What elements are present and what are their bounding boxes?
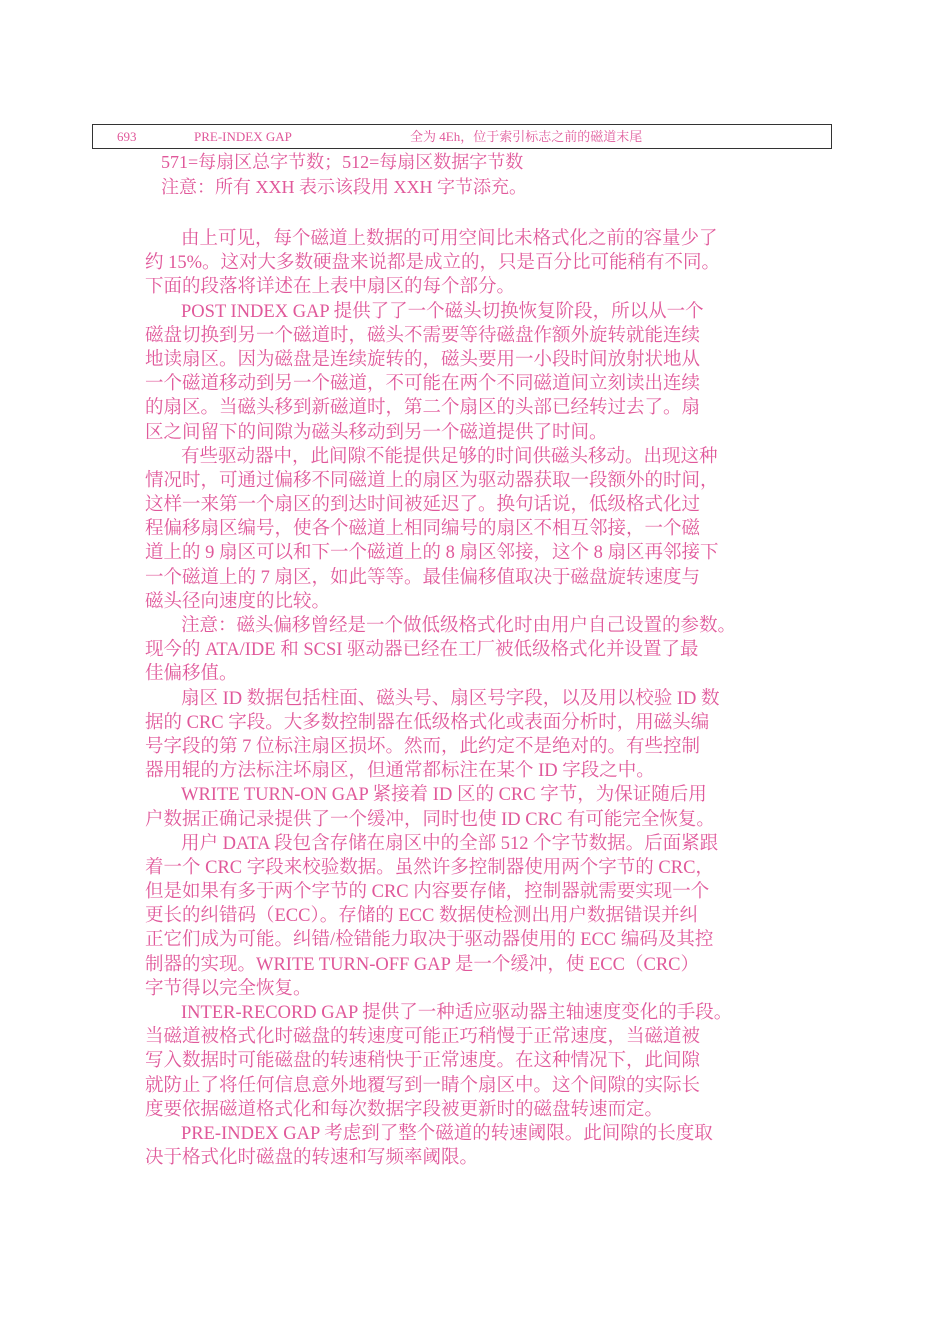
paragraph <box>145 300 813 445</box>
table-row <box>92 124 832 149</box>
paragraph-line: PRE-INDEX GAP 考虑到了整个磁道的转速阈限。此间隙的长度取 <box>181 1123 713 1144</box>
paragraph-line: 程偏移扇区编号，使各个磁道上相同编号的扇区不相互邻接，一个磁 <box>145 519 701 540</box>
paragraph-line: 的扇区。当磁头移到新磁道时，第二个扇区的头部已经转过去了。扇 <box>145 398 701 419</box>
paragraph-line: 字节得以完全恢复。 <box>145 978 312 999</box>
paragraph <box>145 832 813 1001</box>
paragraph-line: 号字段的第 7 位标注扇区损坏。然而，此约定不是绝对的。有些控制 <box>145 736 701 757</box>
paragraph-line: 地读扇区。因为磁盘是连续旋转的，磁头要用一小段时间放射状地从 <box>145 349 701 370</box>
paragraph <box>145 687 813 784</box>
paragraph <box>145 1001 813 1122</box>
note-line: 注意：所有 XXH 表示该段用 XXH 字节添充。 <box>161 177 527 197</box>
paragraph-line: 注意：磁头偏移曾经是一个做低级格式化时由用户自己设置的参数。 <box>181 616 737 636</box>
paragraph-line: 写入数据时可能磁盘的转速稍快于正常速度。在这种情况下，此间隙 <box>145 1051 701 1072</box>
paragraph-line: 一个磁道移动到另一个磁道，不可能在两个不同磁道间立刻读出连续 <box>145 374 701 395</box>
paragraph <box>145 227 813 300</box>
paragraph-line: 这样一来第一个扇区的到达时间被延迟了。换句话说，低级格式化过 <box>145 495 701 516</box>
paragraph <box>145 783 813 831</box>
paragraph-line: 户数据正确记录提供了一个缓冲，同时也使 ID CRC 有可能完全恢复。 <box>145 809 715 830</box>
paragraph-line: 约 15%。这对大多数硬盘来说都是成立的，只是百分比可能稍有不同。 <box>145 253 721 274</box>
table-notes <box>161 150 527 200</box>
paragraph-line: 用户 DATA 段包含存储在扇区中的全部 512 个字节数据。后面紧跟 <box>181 833 719 854</box>
paragraph-line: 正它们成为可能。纠错/检错能力取决于驱动器使用的 ECC 编码及其控 <box>145 930 714 951</box>
paragraph-line: 器用辊的方法标注坏扇区，但通常都标注在某个 ID 字段之中。 <box>145 761 655 782</box>
paragraph-line: 区之间留下的间隙为磁头移动到另一个磁道提供了时间。 <box>145 422 608 443</box>
paragraph-line: 下面的段落将详述在上表中扇区的每个部分。 <box>145 277 516 298</box>
paragraph-line: 据的 CRC 字段。大多数控制器在低级格式化或表面分析时，用磁头编 <box>145 712 710 733</box>
paragraph-line: 情况时，可通过偏移不同磁道上的扇区为驱动器获取一段额外的时间， <box>145 470 719 491</box>
paragraph-line: WRITE TURN-ON GAP 紧接着 ID 区的 CRC 字节，为保证随后用 <box>181 785 707 806</box>
paragraph <box>145 445 813 614</box>
paragraph-line: 制器的实现。WRITE TURN-OFF GAP 是一个缓冲，使 ECC（CRC） <box>145 954 700 975</box>
paragraph-line: 磁盘切换到另一个磁道时，磁头不需要等待磁盘作额外旋转就能连续 <box>145 325 701 346</box>
paragraph-line: 当磁道被格式化时磁盘的转速度可能正巧稍慢于正常速度，当磁道被 <box>145 1027 701 1048</box>
table-cell-description: 全为 4Eh，位于索引标志之前的磁道末尾 <box>410 129 643 144</box>
paragraph-line: 度要依据磁道格式化和每次数据字段被更新时的磁盘转速而定。 <box>145 1099 664 1120</box>
paragraph-line: 决于格式化时磁盘的转速和写频率阈限。 <box>145 1148 479 1169</box>
paragraph-line: 就防止了将任何信息意外地覆写到一睛个扇区中。这个间隙的实际长 <box>145 1075 701 1096</box>
paragraph-line: 佳偏移值。 <box>145 664 238 685</box>
paragraph-line: 一个磁道上的 7 扇区，如此等等。最佳偏移值取决于磁盘旋转速度与 <box>145 567 701 588</box>
paragraph-line: 磁头径向速度的比较。 <box>145 591 331 612</box>
paragraph-line: 着一个 CRC 字段来校验数据。虽然许多控制器使用两个字节的 CRC， <box>145 857 714 878</box>
paragraph-line: 有些驱动器中，此间隙不能提供足够的时间供磁头移动。出现这种 <box>181 446 718 467</box>
paragraph <box>145 614 813 687</box>
paragraph-line: 现今的 ATA/IDE 和 SCSI 驱动器已经在工厂被低级格式化并设置了最 <box>145 640 699 661</box>
note-line: 571=每扇区总字节数；512=每扇区数据字节数 <box>161 152 524 172</box>
table-cell-field: PRE-INDEX GAP <box>194 129 292 144</box>
paragraph-line: 由上可见，每个磁道上数据的可用空间比未格式化之前的容量少了 <box>181 229 718 249</box>
table-cell-number: 693 <box>117 129 137 144</box>
paragraph-line: 扇区 ID 数据包括柱面、磁头号、扇区号字段，以及用以校验 ID 数 <box>181 688 720 709</box>
paragraph-line: POST INDEX GAP 提供了了一个磁头切换恢复阶段，所以从一个 <box>181 301 704 322</box>
paragraph-line: 更长的纠错码（ECC）。存储的 ECC 数据使检测出用户数据错误并纠 <box>145 906 698 927</box>
body-text <box>145 227 813 1170</box>
paragraph-line: INTER-RECORD GAP 提供了一种适应驱动器主轴速度变化的手段。 <box>181 1003 733 1023</box>
paragraph-line: 道上的 9 扇区可以和下一个磁道上的 8 扇区邻接，这个 8 扇区再邻接下 <box>145 543 719 564</box>
paragraph <box>145 1122 813 1170</box>
paragraph-line: 但是如果有多于两个字节的 CRC 内容要存储，控制器就需要实现一个 <box>145 882 710 903</box>
